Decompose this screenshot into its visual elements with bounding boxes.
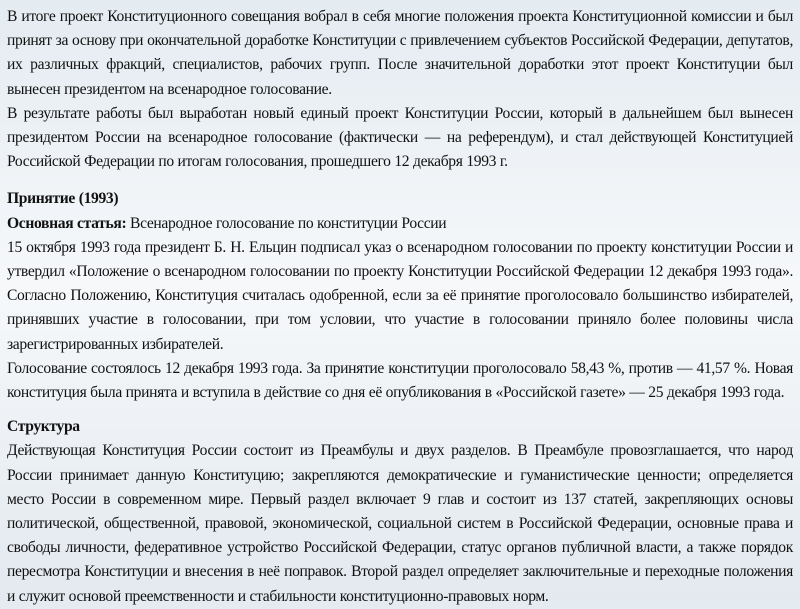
- main-article-label: Основная статья:: [7, 214, 127, 232]
- slide-text-body: [7, 5, 793, 609]
- main-article-line: [7, 212, 793, 236]
- structure-heading: Структура: [7, 418, 80, 436]
- adoption-heading: Принятие (1993): [7, 190, 119, 208]
- adoption-paragraph-2: Голосование состоялось 12 декабря 1993 года. За принятие конституции проголосовало 58,43 %, против — 41,57 %. Новая конституция была принята и вступила в действие со дня её опубликования в «Российской газете» — 25 декабря 1993 года.: [7, 359, 793, 402]
- adoption-paragraph-1: 15 октября 1993 года президент Б. Н. Ельцин подписал указ о всенародном голосовании по проекту конституции России и утвердил «Положение о всенародном голосовании по проекту Конституции Российской Федерации 12 декабря 1993 года». Согласно Положению, Конституция считалась одобренной, если за её принятие проголосовало большинство избирателей, принявших участие в голосовании, при том условии, что участие в голосовании приняло более половины числа зарегистрированных избирателей.: [7, 238, 793, 353]
- intro-paragraph-2: В результате работы был выработан новый единый проект Конституции России, который в дальнейшем был вынесен президентом России на всенародное голосование (фактически — на референдум), и стал действующей Конституцией Российской Федерации по итогам голосования, прошедшего 12 декабря 1993 г.: [7, 104, 793, 171]
- intro-paragraph-1: В итоге проект Конституционного совещания вобрал в себя многие положения проекта Конституционной комиссии и был принят за основу при окончательной доработке Конституции с привлечением субъектов Российской Федерации, депутатов, их различных фракций, специалистов, рабочих групп. После значительной доработки этот проект Конституции был вынесен президентом на всенародное голосование.: [7, 8, 793, 98]
- structure-paragraph: Действующая Конституция России состоит из Преамбулы и двух разделов. В Преамбуле провозглашается, что народ России принимает данную Конституцию; закрепляются демократические и гуманистические ценности; определяется место России в современном мире. Первый раздел включает 9 глав и состоит из 137 статей, закрепляющих основы политической, общественной, правовой, экономической, социальной систем в Российской Федерации, основные права и свободы личности, федеративное устройство Российской Федерации, статус органов публичной власти, а также порядок пересмотра Конституции и внесения в неё поправок. Второй раздел определяет заключительные и переходные положения и служит основой преемственности и стабильности конституционно-правовых норм.: [7, 442, 793, 605]
- main-article-title: Всенародное голосование по конституции России: [130, 214, 447, 232]
